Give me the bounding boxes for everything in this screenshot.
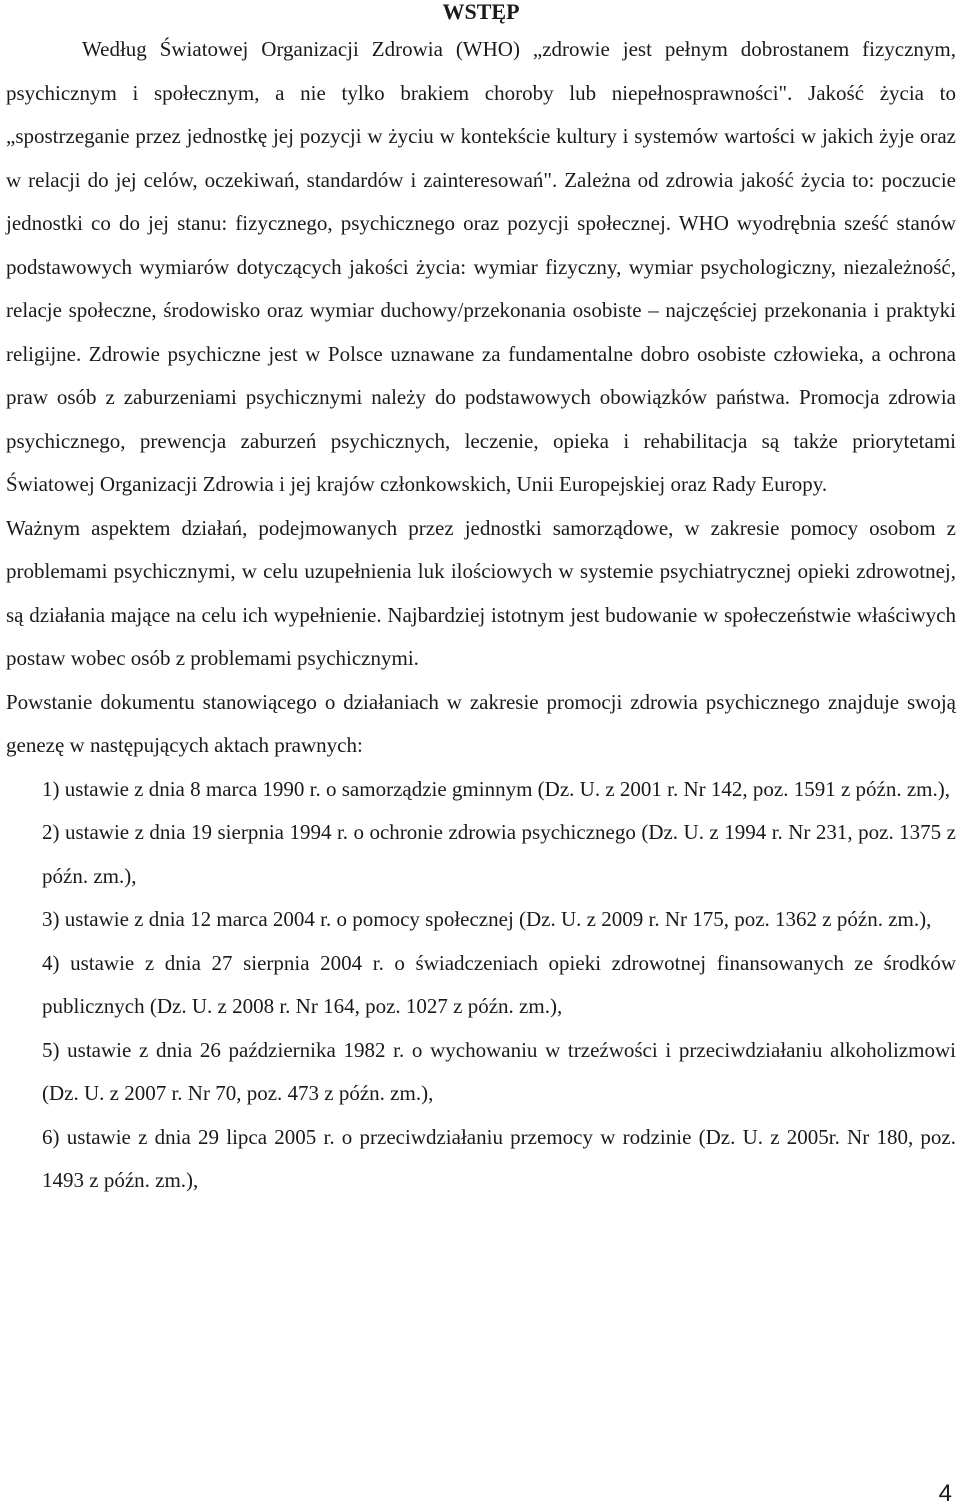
document-page bbox=[6, 0, 956, 1203]
legal-act-item: 1) ustawie z dnia 8 marca 1990 r. o samorządzie gminnym (Dz. U. z 2001 r. Nr 142, poz. 1591 z późn. zm.), bbox=[42, 776, 951, 801]
legal-act-item: 3) ustawie z dnia 12 marca 2004 r. o pomocy społecznej (Dz. U. z 2009 r. Nr 175, poz. 1362 z późn. zm.), bbox=[42, 907, 932, 931]
section-heading: WSTĘP bbox=[442, 0, 520, 24]
paragraph-local-government: Ważnym aspektem działań, podejmowanych przez jednostki samorządowe, w zakresie pomocy osobom z problemami psychicznymi, w celu uzupełnienia luk ilościowych w systemie psychiatrycznej opieki zdrowotnej, są działania mające na celu ich wypełnienie. Najbardziej istotnym jest budowanie w społeczeństwie właściwych postaw wobec osób z problemami psychicznymi. bbox=[6, 515, 956, 670]
page-number: 4 bbox=[938, 1480, 952, 1507]
paragraph-intro: Według Światowej Organizacji Zdrowia (WHO) „zdrowie jest pełnym dobrostanem fizycznym, psychicznym i społecznym, a nie tylko brakiem choroby lub niepełnosprawności". Jakość życia to „spostrzeganie przez jednostkę jej pozycji w życiu w kontekście kultury i systemów wartości w jakich żyje oraz w relacji do jej celów, oczekiwań, standardów i zainteresowań". Zależna od zdrowia jakość życia to: poczucie jednostki co do jej stanu: fizycznego, psychicznego oraz pozycji społecznej. WHO wyodrębnia sześć stanów podstawowych wymiarów dotyczących jakości życia: wymiar fizyczny, wymiar psychologiczny, niezależność, relacje społeczne, środowisko oraz wymiar duchowy/przekonania osobiste – najczęściej przekonania i praktyki religijne. Zdrowie psychiczne jest w Polsce uznawane za fundamentalne dobro osobiste człowieka, a ochrona praw osób z zaburzeniami psychicznymi należy do podstawowych obowiązków państwa. Promocja zdrowia psychicznego, prewencja zaburzeń psychicznych, leczenie, opieka i rehabilitacja są także priorytetami Światowej Organizacji Zdrowia i jej krajów członkowskich, Unii Europejskiej oraz Rady Europy. bbox=[6, 37, 956, 496]
paragraph-legal-basis: Powstanie dokumentu stanowiącego o działaniach w zakresie promocji zdrowia psychicznego znajduje swoją genezę w następujących aktach prawnych: bbox=[6, 689, 956, 757]
legal-act-item: 2) ustawie z dnia 19 sierpnia 1994 r. o ochronie zdrowia psychicznego (Dz. U. z 1994 r. Nr 231, poz. 1375 z późn. zm.), bbox=[42, 820, 956, 888]
legal-act-item: 5) ustawie z dnia 26 października 1982 r. o wychowaniu w trzeźwości i przeciwdziałaniu alkoholizmowi (Dz. U. z 2007 r. Nr 70, poz. 473 z późn. zm.), bbox=[42, 1037, 956, 1105]
legal-acts-list bbox=[6, 768, 956, 1203]
legal-act-item: 4) ustawie z dnia 27 sierpnia 2004 r. o świadczeniach opieki zdrowotnej finansowanych ze środków publicznych (Dz. U. z 2008 r. Nr 164, poz. 1027 z późn. zm.), bbox=[42, 950, 956, 1018]
legal-act-item: 6) ustawie z dnia 29 lipca 2005 r. o przeciwdziałaniu przemocy w rodzinie (Dz. U. z 2005r. Nr 180, poz. 1493 z późn. zm.), bbox=[42, 1124, 956, 1192]
